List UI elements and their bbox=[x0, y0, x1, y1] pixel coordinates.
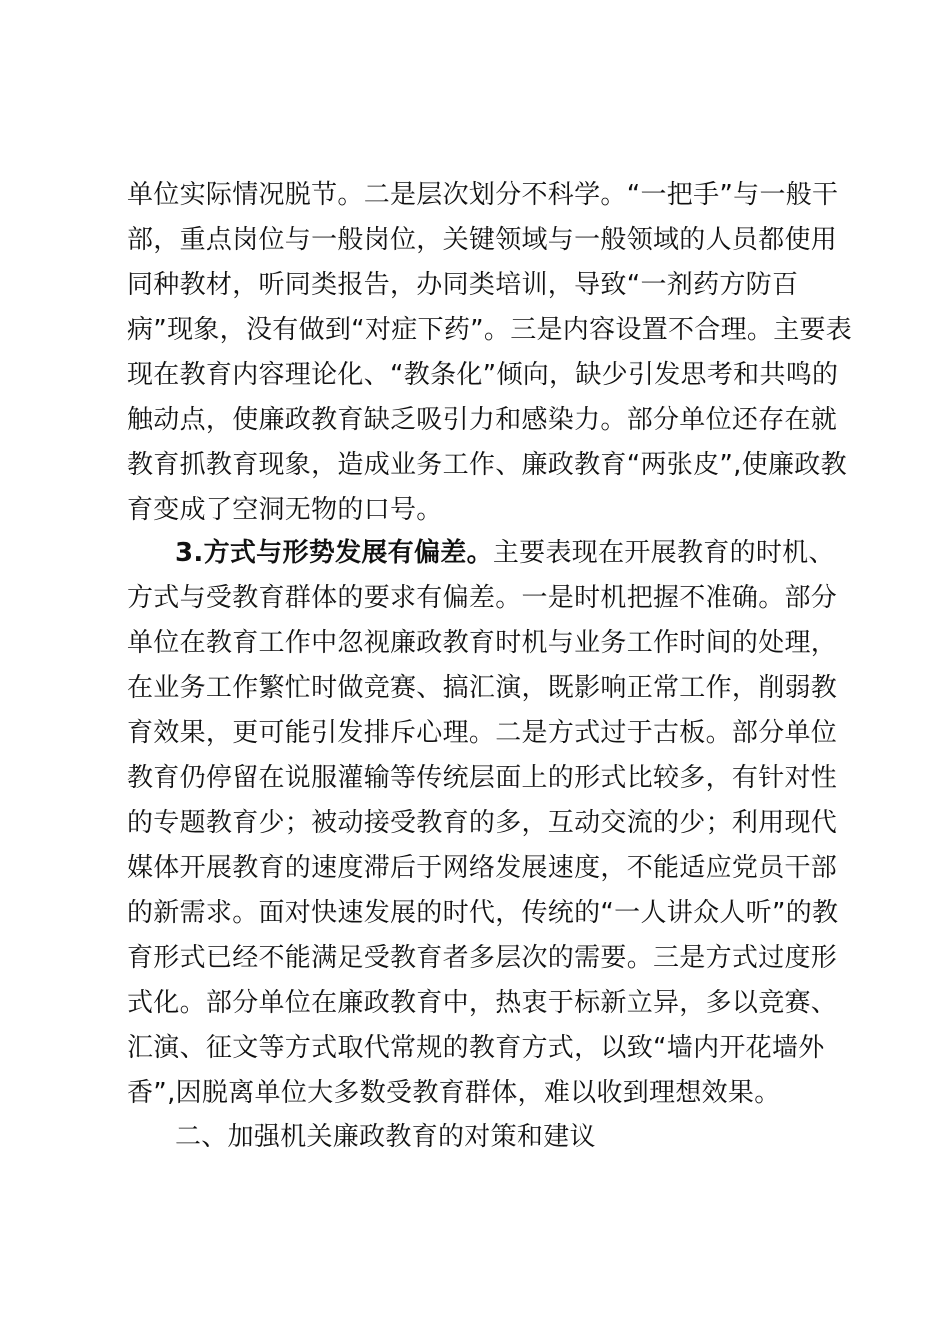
paragraph-line: 香”,因脱离单位大多数受教育群体，难以收到理想效果。 bbox=[127, 1078, 781, 1108]
paragraph-first-line bbox=[175, 538, 835, 568]
paragraph-line: 媒体开展教育的速度滞后于网络发展速度，不能适应党员干部 bbox=[127, 853, 838, 883]
paragraph-line: 育效果，更可能引发排斥心理。二是方式过于古板。部分单位 bbox=[127, 718, 838, 748]
section-heading: 二、加强机关廉政教育的对策和建议 bbox=[175, 1122, 596, 1152]
paragraph-line: 育形式已经不能满足受教育者多层次的需要。三是方式过度形 bbox=[127, 943, 838, 973]
paragraph-text: 主要表现在开展教育的时机、 bbox=[492, 538, 835, 568]
paragraph-line: 在业务工作繁忙时做竞赛、搞汇演，既影响正常工作，削弱教 bbox=[127, 673, 838, 703]
paragraph-line: 方式与受教育群体的要求有偏差。一是时机把握不准确。部分 bbox=[127, 583, 838, 613]
paragraph-line: 的新需求。面对快速发展的时代，传统的“一人讲众人听”的教 bbox=[127, 898, 839, 928]
paragraph-line: 的专题教育少；被动接受教育的多，互动交流的少；利用现代 bbox=[127, 808, 838, 838]
subsection-heading: 3.方式与形势发展有偏差。 bbox=[175, 538, 493, 568]
paragraph-line: 育变成了空洞无物的口号。 bbox=[127, 495, 443, 525]
paragraph-line: 单位实际情况脱节。二是层次划分不科学。“一把手”与一般干 bbox=[127, 180, 839, 210]
paragraph-line: 部，重点岗位与一般岗位，关键领域与一般领域的人员都使用 bbox=[127, 225, 838, 255]
paragraph-line: 汇演、征文等方式取代常规的教育方式，以致“墙内开花墙外 bbox=[127, 1033, 825, 1063]
paragraph-line: 式化。部分单位在廉政教育中，热衷于标新立异，多以竞赛、 bbox=[127, 988, 838, 1018]
paragraph-line: 教育仍停留在说服灌输等传统层面上的形式比较多，有针对性 bbox=[127, 763, 838, 793]
paragraph-line: 现在教育内容理论化、“教条化”倾向，缺少引发思考和共鸣的 bbox=[127, 360, 839, 390]
paragraph-line: 同种教材，听同类报告，办同类培训，导致“一剂药方防百 bbox=[127, 270, 799, 300]
paragraph-line: 病”现象，没有做到“对症下药”。三是内容设置不合理。主要表 bbox=[127, 315, 853, 345]
paragraph-line: 教育抓教育现象，造成业务工作、廉政教育“两张皮”,使廉政教 bbox=[127, 450, 847, 480]
paragraph-line: 单位在教育工作中忽视廉政教育时机与业务工作时间的处理， bbox=[127, 628, 838, 658]
paragraph-line: 触动点，使廉政教育缺乏吸引力和感染力。部分单位还存在就 bbox=[127, 405, 838, 435]
